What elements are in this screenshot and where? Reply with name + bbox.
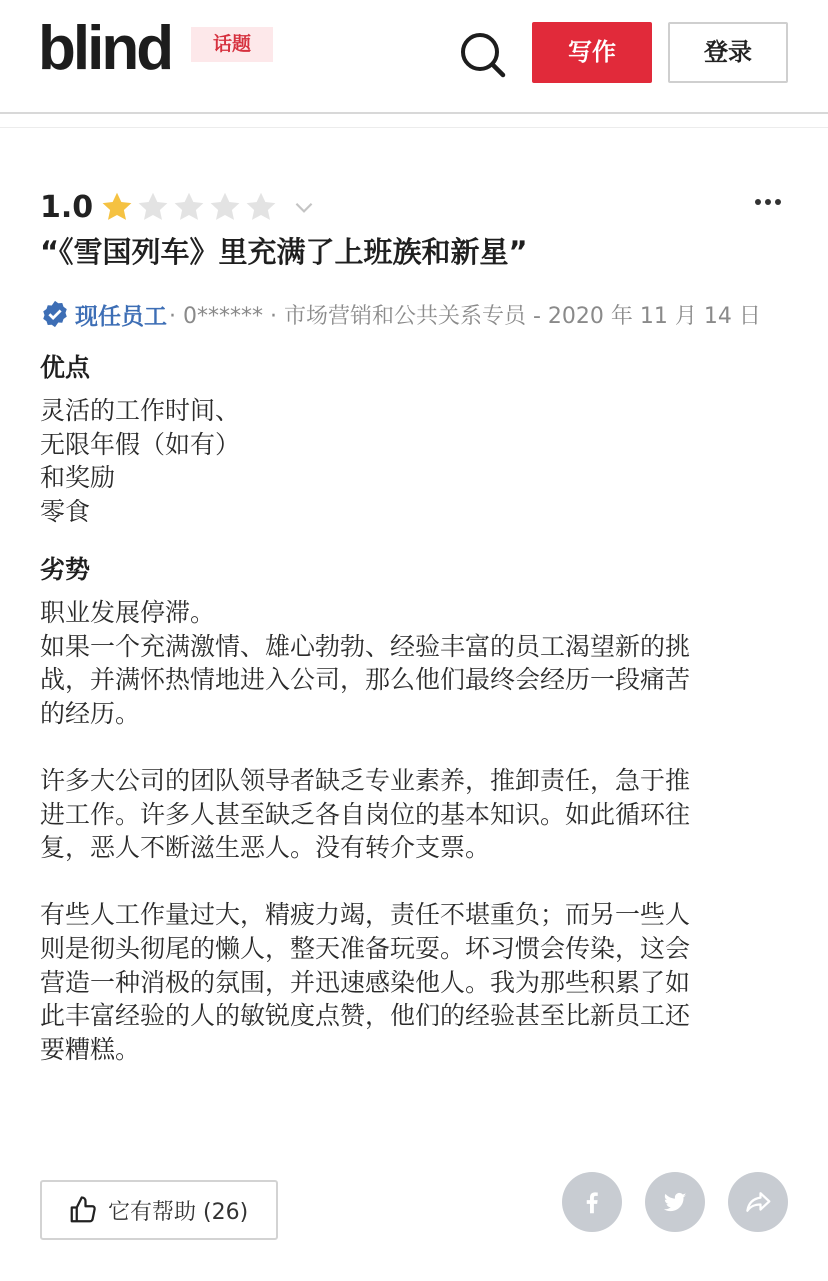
share-link-button[interactable] [728, 1172, 788, 1232]
star-empty-icon [171, 189, 207, 225]
search-button[interactable] [456, 28, 510, 82]
search-icon [456, 28, 510, 82]
blind-logo[interactable]: blind [38, 14, 172, 83]
twitter-share-button[interactable] [645, 1172, 705, 1232]
topic-badge[interactable]: 话题 [191, 27, 273, 62]
pros-text: 灵活的工作时间、 无限年假（如有） 和奖励 零食 [40, 396, 241, 526]
share-arrow-icon [743, 1187, 773, 1217]
verified-badge-icon [40, 299, 70, 329]
more-options-button[interactable] [746, 186, 790, 218]
thumbs-up-icon [68, 1195, 98, 1225]
divider [0, 127, 828, 128]
helpful-label: 它有帮助 (26) [108, 1199, 249, 1225]
cons-text: 职业发展停滞。 如果一个充满激情、雄心勃勃、经验丰富的员工渴望新的挑 战，并满怀热情地进入公司，那么他们最终会经历一段痛苦 的经历。 许多大公司的团队领导者缺乏专业素养，推卸责任，急于推 进工作。许多人甚至缺乏各自岗位的基本知识。如此循环往 复，恶人不断滋生恶人。没有转介支票。 有些人工作量过大，精疲力竭，责任不堪重负；而另一些人 则是彻头彻尾的懒人，整天准备玩耍。坏习惯会传染，这会 营造一种消极的氛围，并迅速感染他人。我为那些积累了如 此丰富经验的人的敏锐度点赞，他们的经验甚至比新员工还 要糟糕。 [40, 598, 691, 1064]
author-meta: · 0****** · 市场营销和公共关系专员 - 2020 年 11 月 14 日 [169, 303, 761, 329]
pros-label: 优点 [40, 353, 91, 382]
chevron-down-icon[interactable] [291, 194, 317, 220]
star-empty-icon [135, 189, 171, 225]
facebook-icon [577, 1187, 607, 1217]
more-dots-icon [746, 186, 790, 218]
author-status: 现任员工 [75, 303, 167, 330]
write-button[interactable]: 写作 [532, 22, 652, 83]
login-button[interactable]: 登录 [668, 22, 788, 83]
twitter-icon [660, 1187, 690, 1217]
helpful-button[interactable] [40, 1180, 278, 1240]
star-empty-icon [207, 189, 243, 225]
star-filled-icon [99, 189, 135, 225]
rating-value: 1.0 [40, 189, 94, 225]
star-empty-icon [243, 189, 279, 225]
review-title: “《雪国列车》里充满了上班族和新星” [40, 235, 528, 269]
facebook-share-button[interactable] [562, 1172, 622, 1232]
cons-label: 劣势 [40, 555, 91, 584]
rating-row [40, 184, 317, 230]
author-info [40, 296, 761, 332]
top-nav-bar [0, 0, 828, 114]
